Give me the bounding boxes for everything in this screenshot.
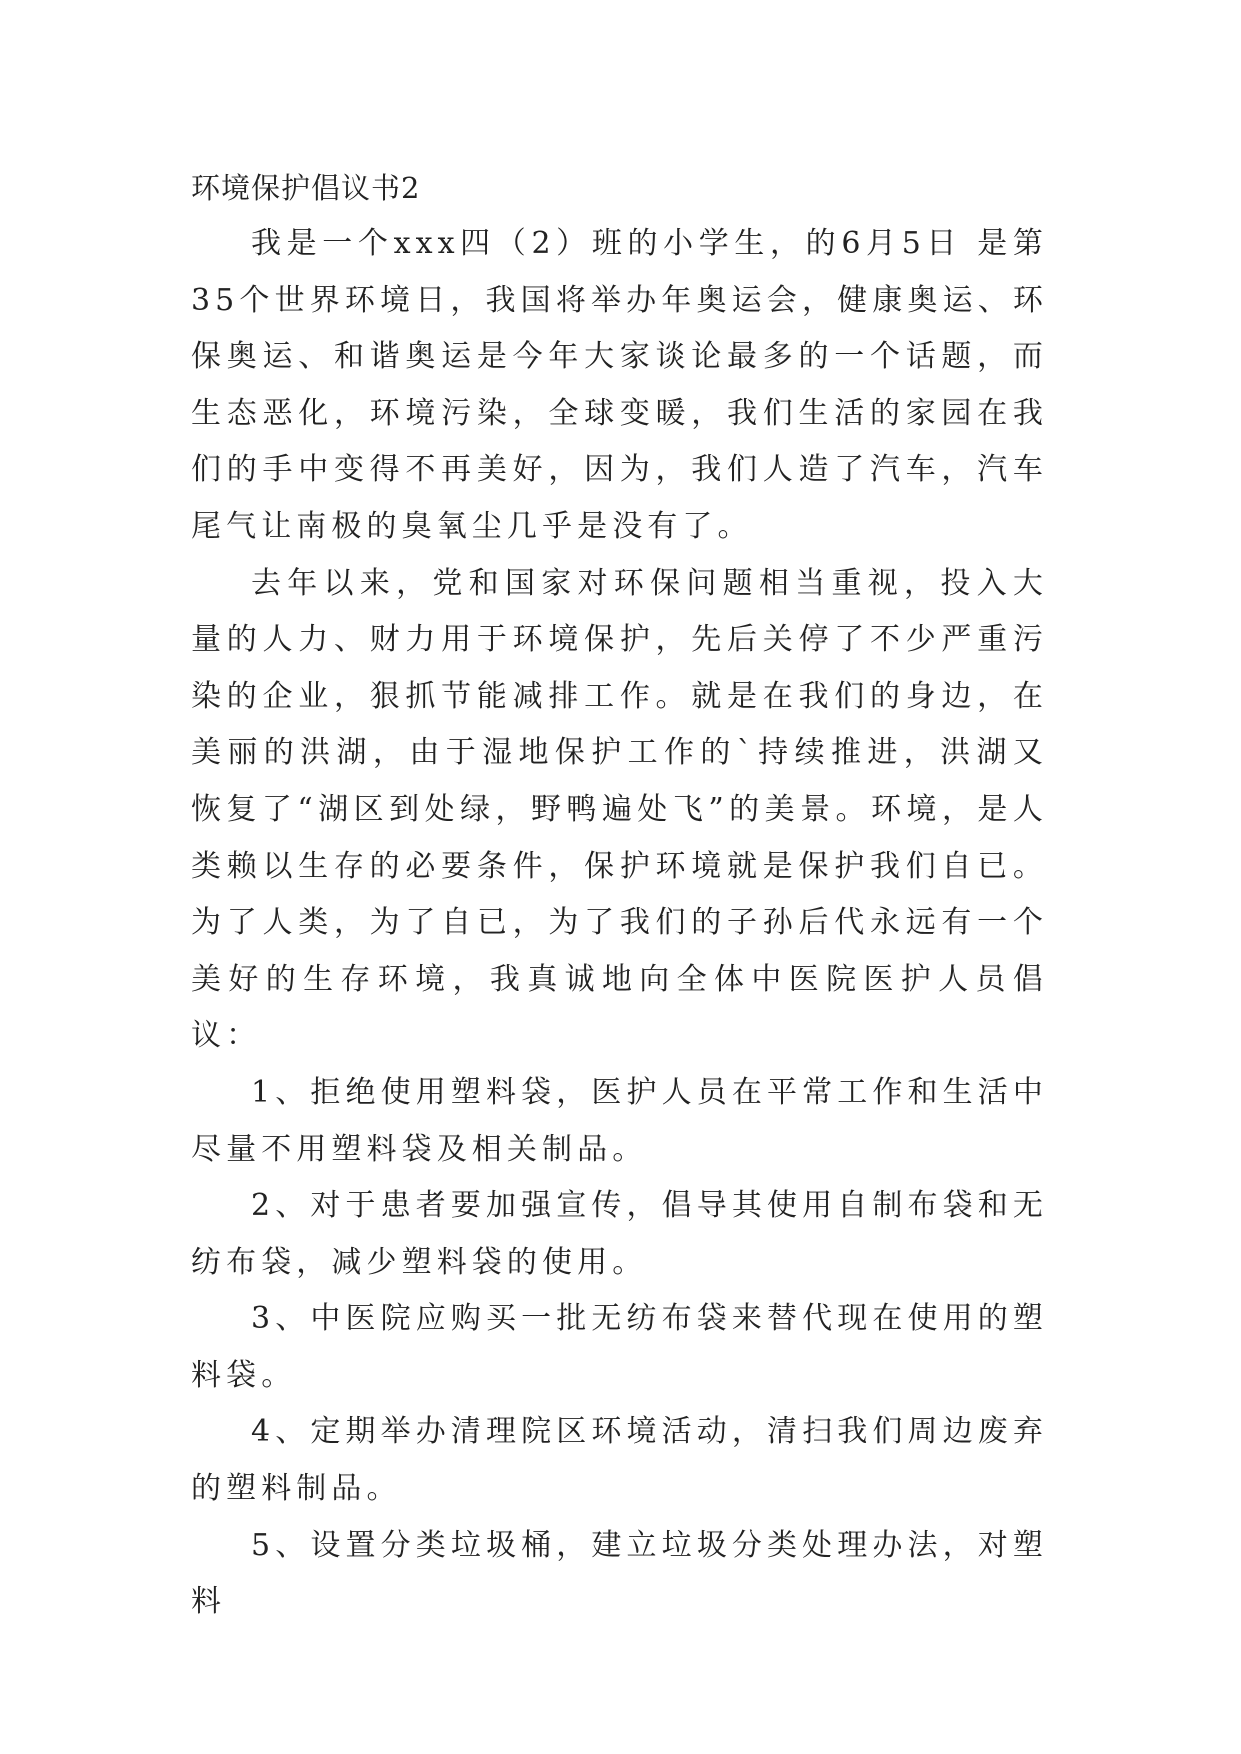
proposal-item-2: 2、对于患者要加强宣传，倡导其使用自制布袋和无纺布袋，减少塑料袋的使用。 [191, 1188, 1048, 1280]
proposal-item-4: 4、定期举办清理院区环境活动，清扫我们周边废弃的塑料制品。 [191, 1414, 1048, 1507]
document-title: 环境保护倡议书2 [191, 171, 421, 205]
paragraph-intro: 我是一个xxx四（2）班的小学生，的6月5日 是第35个世界环境日，我国将举办年奥运会，健康奥运、环保奥运、和谐奥运是今年大家谈论最多的一个话题，而生态恶化，环境污染，全球变暖，我们生活的家园在我们的手中变得不再美好，因为，我们人造了汽车，汽车尾气让南极的臭氧尘几乎是没有了。 [191, 226, 1048, 544]
document-body [191, 216, 1048, 1631]
proposal-item-3: 3、中医院应购买一批无纺布袋来替代现在使用的塑料袋。 [191, 1301, 1048, 1393]
proposal-item-5: 5、设置分类垃圾桶，建立垃圾分类处理办法，对塑料 [191, 1527, 1048, 1620]
proposal-item-1: 1、拒绝使用塑料袋，医护人员在平常工作和生活中尽量不用塑料袋及相关制品。 [191, 1074, 1048, 1167]
paragraph-background: 去年以来，党和国家对环保问题相当重视，投入大量的人力、财力用于环境保护，先后关停了不少严重污染的企业，狠抓节能减排工作。就是在我们的身边，在美丽的洪湖，由于湿地保护工作的`持续推进，洪湖又恢复了“湖区到处绿，野鸭遍处飞”的美景。环境，是人类赖以生存的必要条件，保护环境就是保护我们自已。为了人类，为了自已，为了我们的子孙后代永远有一个美好的生存环境，我真诚地向全体中医院医护人员倡议： [191, 565, 1048, 1054]
